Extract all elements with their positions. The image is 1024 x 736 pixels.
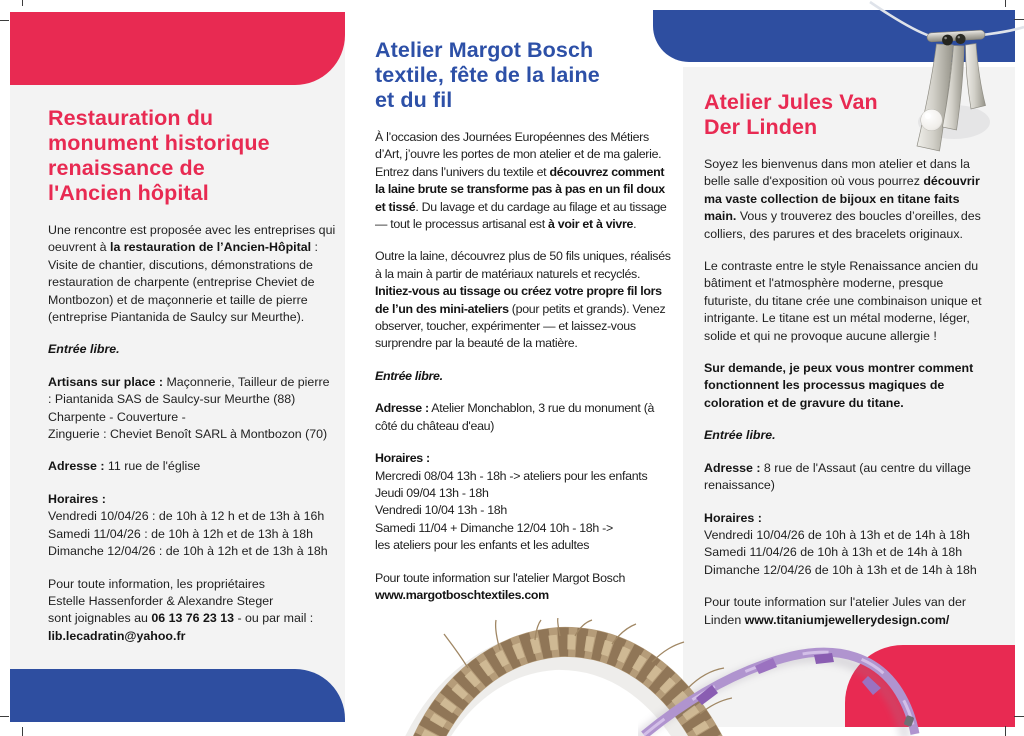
paragraph: Soyez les bienvenus dans mon atelier et dans la belle salle d'exposition où vous pourrez découvrir ma vaste collection de bijoux en titane faits main. Vous y trouverez des boucles d’oreilles, des colliers, des parures et des bracelets originaux. (704, 157, 981, 241)
crop-mark (22, 727, 23, 736)
paragraph: Outre la laine, découvrez plus de 50 fils uniques, réalisés à la main à partir de matériaux naturels et recyclés. Initiez-vous au tissage ou créez votre propre fil lors de l’un des mini-ateliers (pour petits et grands). Venez observer, toucher, expérimenter — et laissez-vous surprendre par la beauté de la matière. (375, 249, 671, 351)
red-header-block (10, 12, 345, 85)
ribbon-image (638, 628, 960, 736)
crop-mark (1005, 0, 1006, 7)
entree-libre-note: Entrée libre. (704, 428, 776, 443)
contact-paragraph: Pour toute information, les propriétaires Estelle Hassenforder & Alexandre Steger sont joignables au 06 13 76 23 13 - ou par mail : lib.lecadratin@yahoo.fr (48, 576, 314, 643)
left-column-title: Restauration du monument historique renaissance de l'Ancien hôpital (48, 106, 270, 205)
entree-libre-note: Entrée libre. (375, 368, 443, 383)
blue-footer-block (10, 669, 345, 722)
address-paragraph: Adresse : 8 rue de l'Assaut (au centre du village renaissance) (704, 460, 971, 493)
paragraph: Le contraste entre le style Renaissance ancien du bâtiment et l'atmosphère moderne, presque futuriste, du titane crée une combinaison unique et intrigante. Le titane est un métal moderne, léger, solide et qui ne provoque aucune allergie ! (704, 259, 982, 343)
left-column (48, 106, 336, 660)
crop-mark (22, 0, 23, 6)
contact-paragraph: Pour toute information sur l'atelier Margot Bosch www.margotboschtextiles.com (375, 570, 626, 602)
artisans-paragraph: Artisans sur place : Maçonnerie, Tailleur de pierre : Piantanida SAS de Saulcy-sur Meurthe (88) Charpente - Couverture - Zinguerie : Cheviet Benoît SARL à Montbozon (70) (48, 374, 330, 442)
middle-column (375, 38, 675, 619)
crop-mark (1014, 19, 1024, 20)
right-column-title: Atelier Jules Van Der Linden (704, 90, 878, 139)
hours-paragraph: Horaires : Vendredi 10/04/26 : de 10h à 12 h et de 13h à 16h Samedi 11/04/26 : de 10h à 12h et de 13h à 18h Dimanche 12/04/26 : de 10h à 12h et de 13h à 18h (48, 491, 328, 559)
paragraph: Sur demande, je peux vous montrer comment fonctionnent les processus magiques de coloration et de gravure du titane. (704, 361, 974, 410)
entree-libre-note: Entrée libre. (48, 342, 120, 357)
paragraph: Une rencontre est proposée avec les entreprises qui oeuvrent à la restauration de l’Ancien-Hôpital : Visite de chantier, discutions, démonstrations de restauration de charpente (entreprise Cheviet de Montbozon) et de maçonnerie et taille de pierre (entreprise Piantanida de Saulcy sur Meurthe). (48, 223, 336, 325)
crop-mark (0, 716, 9, 717)
address-paragraph: Adresse : 11 rue de l'église (48, 459, 201, 474)
middle-column-title: Atelier Margot Bosch textile, fête de la laine et du fil (375, 38, 600, 112)
crop-mark (1014, 716, 1024, 717)
paragraph: À l’occasion des Journées Européennes des Métiers d’Art, j’ouvre les portes de mon atelier et de ma galerie. Entrez dans l’univers du textile et découvrez comment la laine brute se transforme pas à pas en un fil doux et tissé. Du lavage et du cardage au filage et au tissage — tout le processus artisanal est à voir et à vivre. (375, 130, 667, 232)
hours-paragraph: Horaires : Mercredi 08/04 13h - 18h -> ateliers pour les enfants Jeudi 09/04 13h - 18h Vendredi 10/04 13h - 18h Samedi 11/04 + Dimanche 12/04 10h - 18h -> les ateliers pour les enfants et les adultes (375, 451, 648, 553)
crop-mark (0, 20, 9, 21)
necklace-image (858, 0, 1024, 178)
crop-mark (1005, 726, 1006, 736)
hours-paragraph: Horaires : Vendredi 10/04/26 de 10h à 13h et de 14h à 18h Samedi 11/04/26 de 10h à 13h et de 14h à 18h Dimanche 12/04/26 de 10h à 13h et de 14h à 18h (704, 510, 977, 577)
contact-paragraph: Pour toute information sur l'atelier Jules van der Linden www.titaniumjewellerydesign.com/ (704, 595, 967, 627)
address-paragraph: Adresse : Atelier Monchablon, 3 rue du monument (à côté du château d'eau) (375, 401, 655, 433)
